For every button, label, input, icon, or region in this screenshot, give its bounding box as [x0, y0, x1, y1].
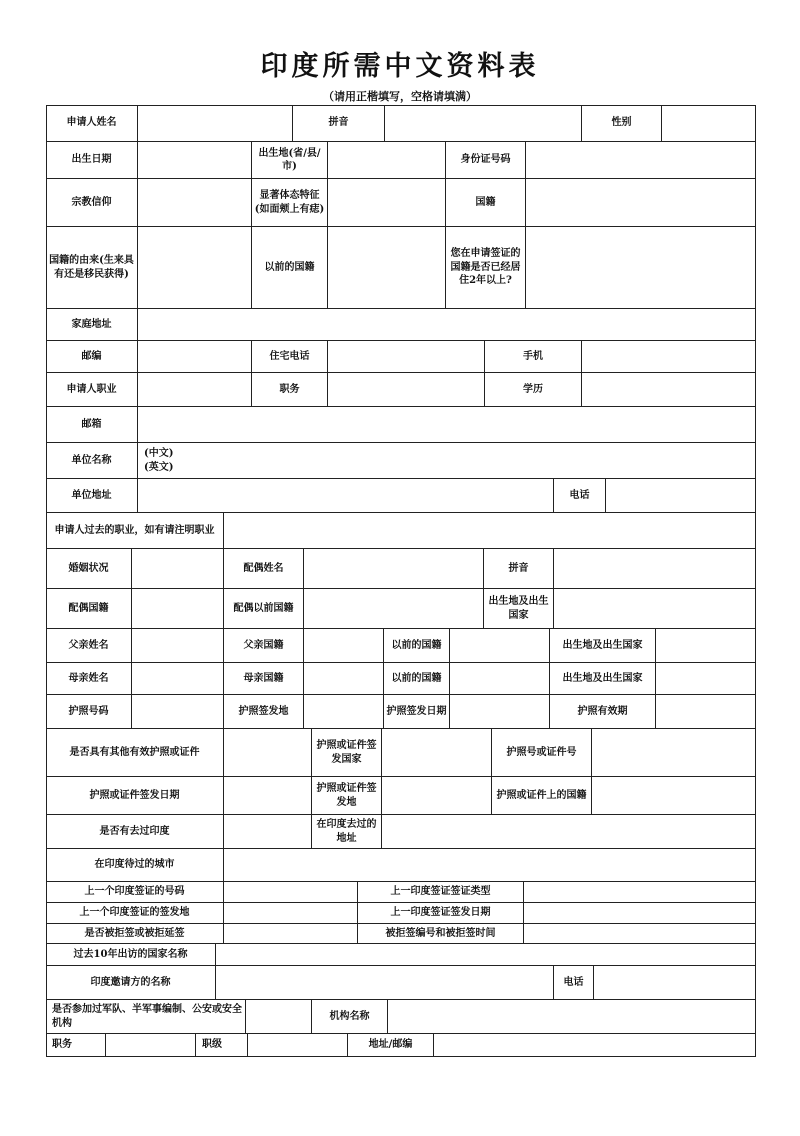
- other-passport-number-label: 护照号或证件号: [492, 729, 592, 777]
- form-row: [46, 589, 756, 629]
- education-label: 学历: [485, 373, 582, 407]
- other-passport-nationality-field[interactable]: [592, 777, 756, 815]
- form-title: 印度所需中文资料表: [260, 51, 540, 82]
- form-row: [46, 443, 756, 479]
- postcode-label: 邮编: [46, 341, 138, 373]
- mother-nationality-label: 母亲国籍: [224, 663, 304, 695]
- refusal-info-label: 被拒签编号和被拒签时间: [358, 924, 524, 944]
- last-visa-place-label: 上一个印度签证的签发地: [46, 903, 224, 924]
- rank-label: 职级: [196, 1034, 248, 1057]
- nationality-origin-field[interactable]: [138, 227, 252, 309]
- form-row: [46, 849, 756, 882]
- india-cities-label: 在印度待过的城市: [46, 849, 224, 882]
- unit-address-field[interactable]: [138, 479, 554, 513]
- inviter-name-label: 印度邀请方的名称: [46, 966, 216, 1000]
- duty-field[interactable]: [106, 1034, 196, 1057]
- address-postcode-label: 地址/邮编: [348, 1034, 434, 1057]
- father-previous-nationality-field[interactable]: [450, 629, 550, 663]
- other-passport-date-field[interactable]: [224, 777, 312, 815]
- org-name-field[interactable]: [388, 1000, 756, 1034]
- form-row: [46, 629, 756, 663]
- spouse-name-field[interactable]: [304, 549, 484, 589]
- birth-date-label: 出生日期: [46, 142, 138, 179]
- occupation-field[interactable]: [138, 373, 252, 407]
- spouse-previous-nationality-label: 配偶以前国籍: [224, 589, 304, 629]
- spouse-nationality-field[interactable]: [132, 589, 224, 629]
- occupation-label: 申请人职业: [46, 373, 138, 407]
- last-visa-number-field[interactable]: [224, 882, 358, 903]
- military-label: 是否参加过军队、半军事编制、公安或安全机构: [46, 1000, 246, 1034]
- form-row: [46, 105, 756, 142]
- mother-previous-nationality-field[interactable]: [450, 663, 550, 695]
- past-occupation-label: 申请人过去的职业，如有请注明职业: [46, 513, 224, 549]
- pinyin-label: 拼音: [293, 105, 385, 142]
- father-name-field[interactable]: [132, 629, 224, 663]
- form-row: [46, 663, 756, 695]
- form-row: [46, 1000, 756, 1034]
- spouse-pinyin-field[interactable]: [554, 549, 756, 589]
- education-field[interactable]: [582, 373, 756, 407]
- religion-field[interactable]: [138, 179, 252, 227]
- military-field[interactable]: [246, 1000, 312, 1034]
- india-address-label: 在印度去过的地址: [312, 815, 382, 849]
- form-row: [46, 479, 756, 513]
- id-number-label: 身份证号码: [446, 142, 526, 179]
- features-field[interactable]: [328, 179, 446, 227]
- spouse-name-label: 配偶姓名: [224, 549, 304, 589]
- inviter-phone-field[interactable]: [594, 966, 756, 1000]
- visa-refused-label: 是否被拒签或被拒延签: [46, 924, 224, 944]
- been-to-india-field[interactable]: [224, 815, 312, 849]
- nationality-field[interactable]: [526, 179, 756, 227]
- duty-label: 职务: [46, 1034, 106, 1057]
- postcode-field[interactable]: [138, 341, 252, 373]
- home-phone-field[interactable]: [328, 341, 485, 373]
- passport-number-field[interactable]: [132, 695, 224, 729]
- mobile-label: 手机: [485, 341, 582, 373]
- mother-name-label: 母亲姓名: [46, 663, 132, 695]
- inviter-phone-label: 电话: [554, 966, 594, 1000]
- email-label: 邮箱: [46, 407, 138, 443]
- mother-previous-nationality-label: 以前的国籍: [384, 663, 450, 695]
- form-row: [46, 179, 756, 227]
- nationality-label: 国籍: [446, 179, 526, 227]
- past-occupation-field[interactable]: [224, 513, 756, 549]
- form-row: [46, 309, 756, 341]
- english-label: (英文): [144, 461, 174, 473]
- nationality-origin-label: 国籍的由来(生来具有还是移民获得): [46, 227, 138, 309]
- form-row: [46, 903, 756, 924]
- passport-issue-place-label: 护照签发地: [224, 695, 304, 729]
- father-nationality-field[interactable]: [304, 629, 384, 663]
- applicant-name-label: 申请人姓名: [46, 105, 138, 142]
- passport-issue-date-label: 护照签发日期: [384, 695, 450, 729]
- form-row: [46, 341, 756, 373]
- form-row: [46, 1034, 756, 1057]
- other-passport-country-label: 护照或证件签发国家: [312, 729, 382, 777]
- spouse-pinyin-label: 拼音: [484, 549, 554, 589]
- religion-label: 宗教信仰: [46, 179, 138, 227]
- address-postcode-field[interactable]: [434, 1034, 756, 1057]
- last-visa-date-label: 上一印度签证签发日期: [358, 903, 524, 924]
- gender-label: 性别: [582, 105, 662, 142]
- india-cities-field[interactable]: [224, 849, 756, 882]
- form-row: [46, 777, 756, 815]
- unit-name-lang-labels: [144, 447, 173, 474]
- other-passport-place-label: 护照或证件签发地: [312, 777, 382, 815]
- home-address-label: 家庭地址: [46, 309, 138, 341]
- email-field[interactable]: [138, 407, 756, 443]
- form-row: [46, 815, 756, 849]
- other-passport-country-field[interactable]: [382, 729, 492, 777]
- form-row: [46, 227, 756, 309]
- form-subtitle: （请用正楷填写，空格请填满）: [323, 90, 477, 103]
- passport-issue-place-field[interactable]: [304, 695, 384, 729]
- form-row: [46, 373, 756, 407]
- father-previous-nationality-label: 以前的国籍: [384, 629, 450, 663]
- birth-place-label: 出生地(省/县/市): [252, 142, 328, 179]
- visa-refused-field[interactable]: [224, 924, 358, 944]
- position-field[interactable]: [328, 373, 485, 407]
- birth-date-field[interactable]: [138, 142, 252, 179]
- pinyin-field[interactable]: [385, 105, 582, 142]
- spouse-previous-nationality-field[interactable]: [304, 589, 484, 629]
- other-passport-number-field[interactable]: [592, 729, 756, 777]
- spouse-nationality-label: 配偶国籍: [46, 589, 132, 629]
- unit-name-field[interactable]: [138, 443, 756, 479]
- id-number-field[interactable]: [526, 142, 756, 179]
- unit-address-label: 单位地址: [46, 479, 138, 513]
- chinese-label: (中文): [144, 448, 174, 459]
- org-name-label: 机构名称: [312, 1000, 388, 1034]
- position-label: 职务: [252, 373, 328, 407]
- india-address-field[interactable]: [382, 815, 756, 849]
- unit-name-label: 单位名称: [46, 443, 138, 479]
- birth-place-field[interactable]: [328, 142, 446, 179]
- form-row: [46, 924, 756, 944]
- form-row: [46, 549, 756, 589]
- passport-number-label: 护照号码: [46, 695, 132, 729]
- form-row: [46, 944, 756, 966]
- mother-nationality-field[interactable]: [304, 663, 384, 695]
- father-nationality-label: 父亲国籍: [224, 629, 304, 663]
- passport-expiry-label: 护照有效期: [550, 695, 656, 729]
- form-row: [46, 695, 756, 729]
- father-birth-place-field[interactable]: [656, 629, 756, 663]
- mother-birth-place-label: 出生地及出生国家: [550, 663, 656, 695]
- countries-10y-label: 过去10年出访的国家名称: [46, 944, 216, 966]
- refusal-info-field[interactable]: [524, 924, 756, 944]
- other-passport-field[interactable]: [224, 729, 312, 777]
- father-name-label: 父亲姓名: [46, 629, 132, 663]
- last-visa-type-field[interactable]: [524, 882, 756, 903]
- residence-question-field[interactable]: [526, 227, 756, 309]
- mother-birth-place-field[interactable]: [656, 663, 756, 695]
- mother-name-field[interactable]: [132, 663, 224, 695]
- passport-issue-date-field[interactable]: [450, 695, 550, 729]
- form-row: [46, 966, 756, 1000]
- other-passport-place-field[interactable]: [382, 777, 492, 815]
- been-to-india-label: 是否有去过印度: [46, 815, 224, 849]
- countries-10y-field[interactable]: [216, 944, 756, 966]
- spouse-birth-place-label: 出生地及出生国家: [484, 589, 554, 629]
- form-row: [46, 729, 756, 777]
- marital-status-label: 婚姻状况: [46, 549, 132, 589]
- mobile-field[interactable]: [582, 341, 756, 373]
- passport-expiry-field[interactable]: [656, 695, 756, 729]
- unit-phone-field[interactable]: [606, 479, 756, 513]
- inviter-name-field[interactable]: [216, 966, 554, 1000]
- home-address-field[interactable]: [138, 309, 756, 341]
- previous-nationality-label: 以前的国籍: [252, 227, 328, 309]
- features-label: 显著体态特征(如面颊上有痣): [252, 179, 328, 227]
- applicant-name-field[interactable]: [138, 105, 293, 142]
- spouse-birth-place-field[interactable]: [554, 589, 756, 629]
- residence-question-label: 您在申请签证的国籍是否已经居住2年以上?: [446, 227, 526, 309]
- last-visa-place-field[interactable]: [224, 903, 358, 924]
- form-row: [46, 142, 756, 179]
- other-passport-label: 是否具有其他有效护照或证件: [46, 729, 224, 777]
- rank-field[interactable]: [248, 1034, 348, 1057]
- last-visa-number-label: 上一个印度签证的号码: [46, 882, 224, 903]
- other-passport-date-label: 护照或证件签发日期: [46, 777, 224, 815]
- previous-nationality-field[interactable]: [328, 227, 446, 309]
- last-visa-type-label: 上一印度签证签证类型: [358, 882, 524, 903]
- unit-phone-label: 电话: [554, 479, 606, 513]
- other-passport-nationality-label: 护照或证件上的国籍: [492, 777, 592, 815]
- form-row: [46, 882, 756, 903]
- form-row: [46, 513, 756, 549]
- home-phone-label: 住宅电话: [252, 341, 328, 373]
- marital-status-field[interactable]: [132, 549, 224, 589]
- father-birth-place-label: 出生地及出生国家: [550, 629, 656, 663]
- last-visa-date-field[interactable]: [524, 903, 756, 924]
- gender-field[interactable]: [662, 105, 756, 142]
- form-row: [46, 407, 756, 443]
